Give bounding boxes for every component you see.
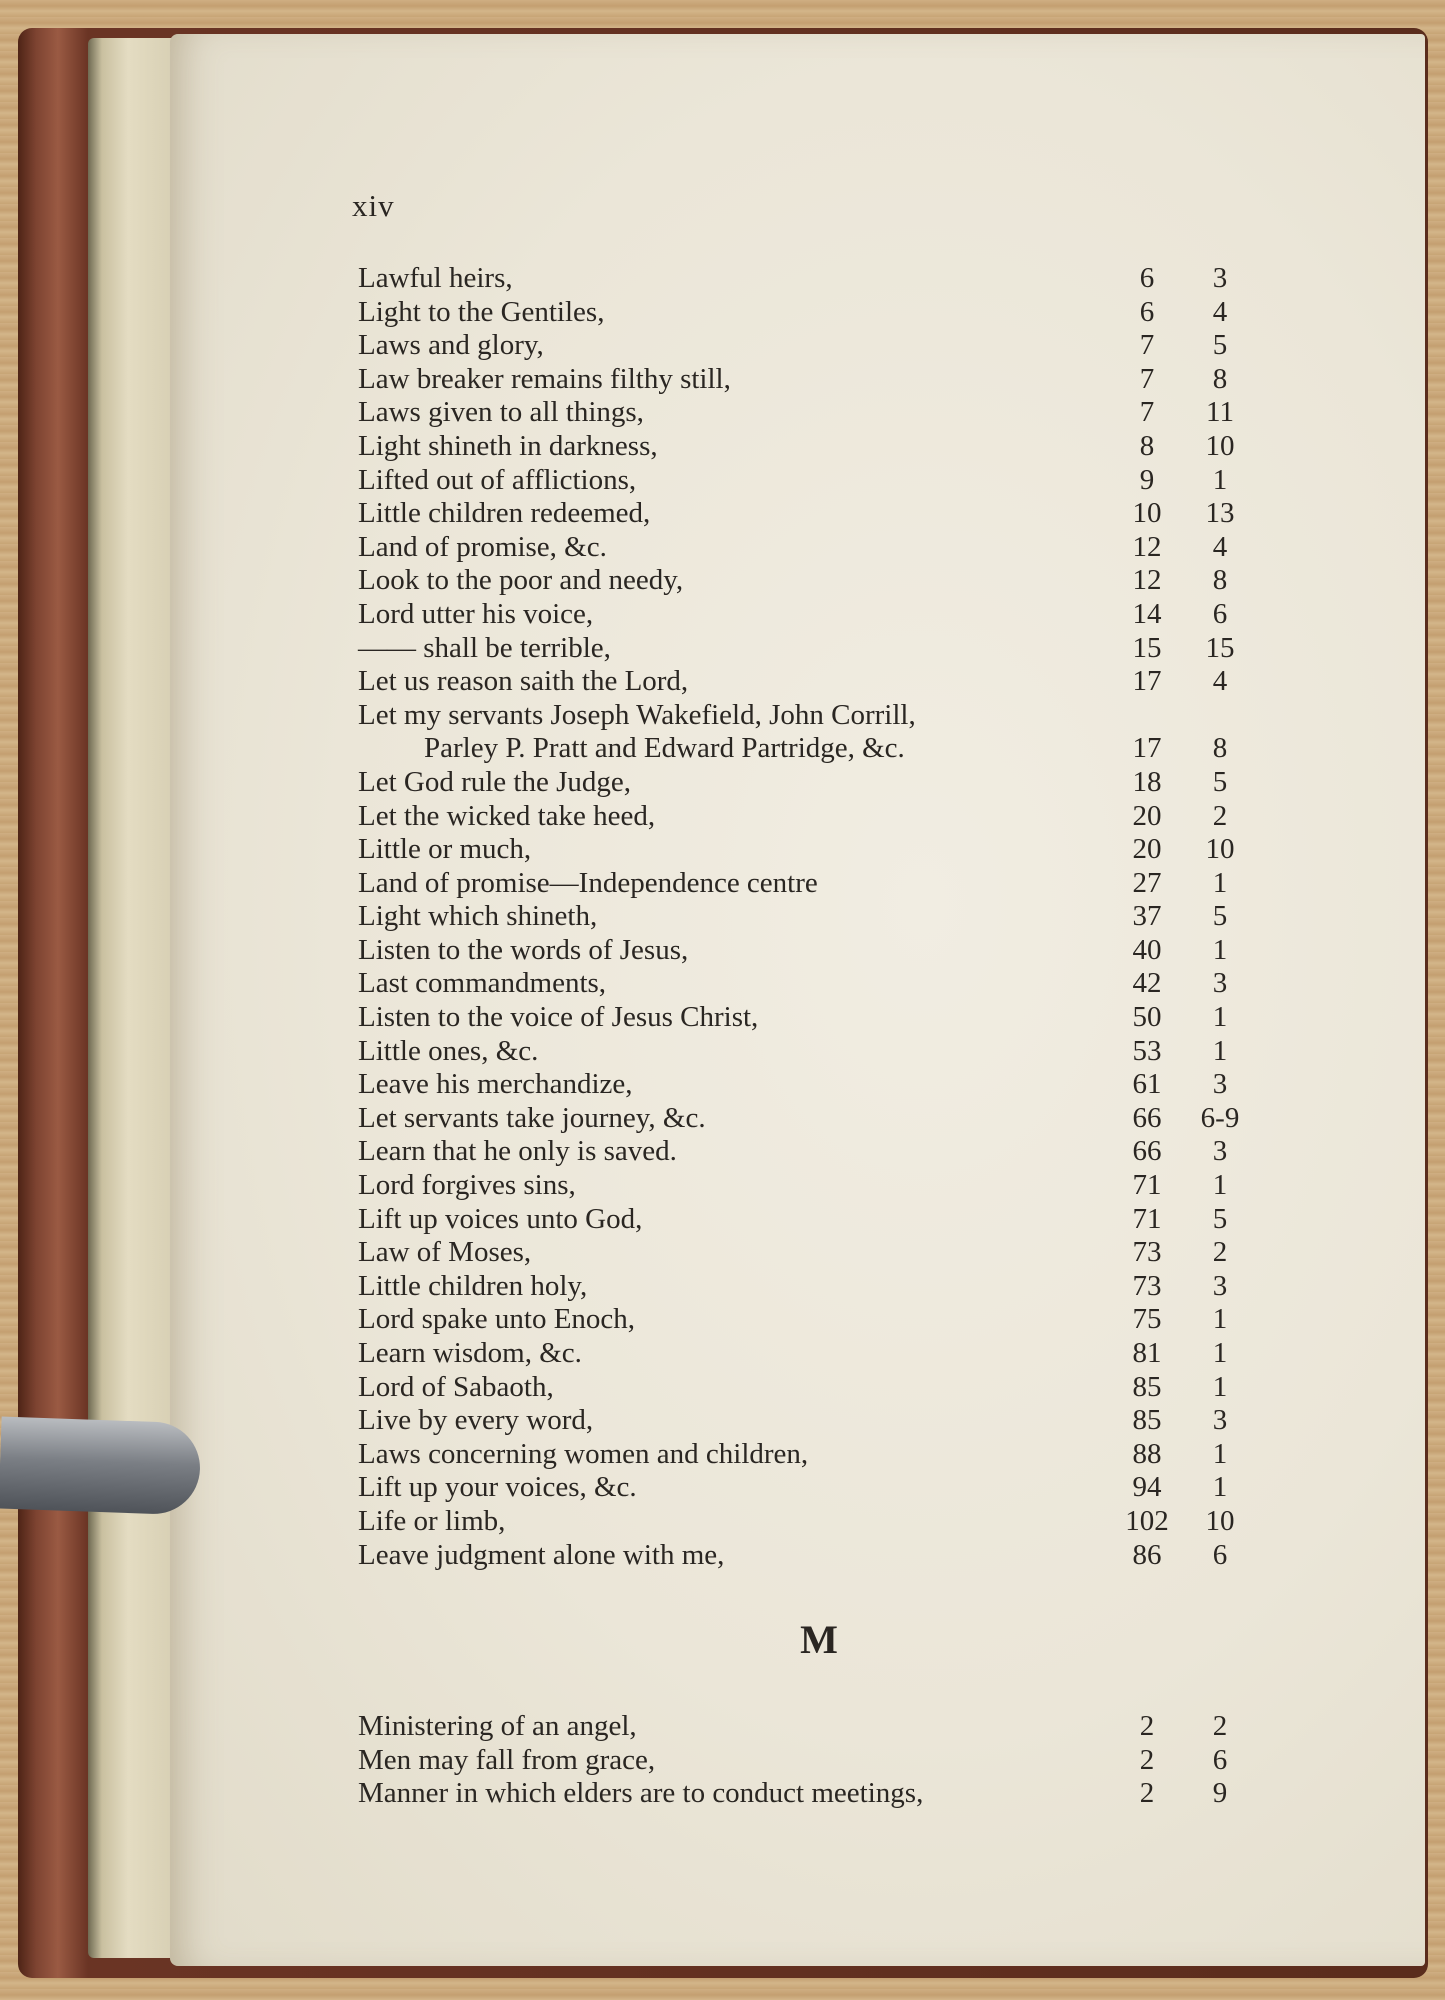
index-entry xyxy=(350,564,1290,598)
index-entry xyxy=(350,1471,1290,1505)
entry-title: Lawful heirs, xyxy=(358,262,513,294)
entry-paragraph-number: 6 xyxy=(1212,597,1228,630)
entry-section-number: 2 xyxy=(1139,1777,1155,1810)
index-entry xyxy=(350,867,1290,901)
entry-paragraph-number: 1 xyxy=(1212,1337,1228,1369)
entry-section-number: 73 xyxy=(1132,1236,1162,1269)
entry-section-number: 75 xyxy=(1132,1303,1162,1336)
index-entry xyxy=(350,1236,1290,1270)
index-entry xyxy=(350,1303,1290,1337)
entry-paragraph-number: 4 xyxy=(1212,530,1228,563)
index-entry xyxy=(350,1135,1290,1169)
entry-section-number: 94 xyxy=(1132,1471,1162,1504)
entry-paragraph-number: 15 xyxy=(1205,631,1235,664)
entry-section-number: 85 xyxy=(1132,1370,1162,1403)
entry-section-number: 10 xyxy=(1132,497,1162,530)
entry-section-number: 9 xyxy=(1139,463,1155,496)
index-entry xyxy=(350,1371,1290,1405)
index-entry xyxy=(350,329,1290,363)
entry-title: Lifted out of afflictions, xyxy=(358,463,637,496)
entry-section-number: 73 xyxy=(1132,1269,1162,1302)
entry-paragraph-number: 2 xyxy=(1212,1236,1228,1269)
entry-paragraph-number: 1 xyxy=(1212,1303,1228,1336)
index-entry xyxy=(350,833,1290,867)
index-entry xyxy=(350,531,1290,565)
entry-section-number: 88 xyxy=(1132,1437,1162,1470)
entry-section-number: 71 xyxy=(1132,1202,1162,1235)
index-entry xyxy=(350,1102,1290,1136)
entry-title: Leave judgment alone with me, xyxy=(358,1538,725,1571)
entry-title: Let God rule the Judge, xyxy=(358,765,632,798)
entry-paragraph-number: 5 xyxy=(1212,329,1228,362)
entry-title: Lift up voices unto God, xyxy=(358,1202,643,1235)
entry-title: Ministering of an angel, xyxy=(358,1710,637,1742)
entry-title: Let servants take journey, &c. xyxy=(358,1101,706,1134)
entry-section-number: 14 xyxy=(1132,597,1162,630)
entry-section-number: 17 xyxy=(1132,665,1162,698)
index-entry xyxy=(350,1710,1290,1744)
entry-paragraph-number: 6-9 xyxy=(1200,1101,1240,1134)
entry-title: Live by every word, xyxy=(358,1404,594,1437)
index-entry xyxy=(350,665,1290,699)
entry-title: Life or limb, xyxy=(358,1504,506,1537)
entry-section-number: 6 xyxy=(1139,262,1155,294)
entry-section-number: 18 xyxy=(1132,765,1162,798)
index-entry xyxy=(350,699,1290,733)
entry-paragraph-number: 3 xyxy=(1212,1404,1228,1437)
entry-title: Light shineth in darkness, xyxy=(358,429,658,462)
entry-title: Let my servants Joseph Wakefield, John Corrill, xyxy=(358,698,916,731)
entry-section-number: 37 xyxy=(1132,900,1162,933)
entry-paragraph-number: 13 xyxy=(1205,497,1235,530)
index-entry xyxy=(350,363,1290,397)
entry-title: Lord spake unto Enoch, xyxy=(358,1303,636,1336)
index-page-content xyxy=(350,180,1300,1880)
index-list-l xyxy=(350,262,1290,1572)
entry-section-number: 12 xyxy=(1132,530,1162,563)
entry-paragraph-number: 11 xyxy=(1206,396,1234,429)
entry-paragraph-number: 3 xyxy=(1212,262,1228,294)
index-entry xyxy=(350,1777,1290,1811)
entry-title: Laws concerning women and children, xyxy=(358,1437,809,1470)
entry-title: Lord utter his voice, xyxy=(358,597,594,630)
entry-title: Law of Moses, xyxy=(358,1236,532,1269)
page-holder-blade xyxy=(0,1417,202,1516)
entry-title: Lord of Sabaoth, xyxy=(358,1370,554,1403)
entry-section-number: 42 xyxy=(1132,967,1162,1000)
entry-paragraph-number: 6 xyxy=(1212,1743,1228,1776)
entry-section-number: 66 xyxy=(1132,1135,1162,1168)
entry-title: Learn that he only is saved. xyxy=(358,1135,677,1168)
index-entry xyxy=(350,632,1290,666)
entry-section-number: 2 xyxy=(1139,1710,1155,1742)
entry-paragraph-number: 8 xyxy=(1212,362,1228,395)
entry-title: Learn wisdom, &c. xyxy=(358,1337,582,1369)
entry-paragraph-number: 1 xyxy=(1212,1437,1228,1470)
index-list-m xyxy=(350,1710,1290,1811)
entry-title: Little children holy, xyxy=(358,1269,588,1302)
entry-paragraph-number: 1 xyxy=(1212,1001,1228,1034)
index-entry xyxy=(350,1404,1290,1438)
entry-section-number: 20 xyxy=(1132,833,1162,866)
entry-section-number: 40 xyxy=(1132,933,1162,966)
entry-section-number: 17 xyxy=(1132,732,1162,765)
entry-paragraph-number: 1 xyxy=(1212,1471,1228,1504)
index-entry xyxy=(350,1068,1290,1102)
entry-title: Law breaker remains filthy still, xyxy=(358,362,731,395)
index-entry xyxy=(350,430,1290,464)
entry-title: Lord forgives sins, xyxy=(358,1169,576,1202)
entry-title: Little children redeemed, xyxy=(358,497,651,530)
entry-section-number: 7 xyxy=(1139,396,1155,429)
entry-paragraph-number: 5 xyxy=(1212,765,1228,798)
entry-title: Land of promise—Independence centre xyxy=(358,866,818,899)
entry-title: Parley P. Pratt and Edward Partridge, &c. xyxy=(424,732,905,765)
entry-paragraph-number: 1 xyxy=(1212,1169,1228,1202)
index-entry xyxy=(350,1539,1290,1573)
entry-title: Little or much, xyxy=(358,833,532,866)
entry-paragraph-number: 4 xyxy=(1212,665,1228,698)
entry-title: Look to the poor and needy, xyxy=(358,564,684,597)
entry-paragraph-number: 3 xyxy=(1212,1135,1228,1168)
entry-section-number: 15 xyxy=(1132,631,1162,664)
entry-section-number: 50 xyxy=(1132,1001,1162,1034)
entry-paragraph-number: 5 xyxy=(1212,1202,1228,1235)
section-heading-m: M xyxy=(800,1617,840,1662)
entry-paragraph-number: 8 xyxy=(1212,564,1228,597)
entry-title: Light which shineth, xyxy=(358,900,598,933)
index-entry xyxy=(350,934,1290,968)
index-entry xyxy=(350,464,1290,498)
entry-paragraph-number: 10 xyxy=(1205,1504,1235,1537)
entry-paragraph-number: 9 xyxy=(1212,1777,1228,1810)
index-entry xyxy=(350,598,1290,632)
index-entry xyxy=(350,967,1290,1001)
index-entry xyxy=(350,766,1290,800)
entry-paragraph-number: 2 xyxy=(1212,799,1228,832)
entry-paragraph-number: 1 xyxy=(1212,463,1228,496)
entry-title: Men may fall from grace, xyxy=(358,1743,656,1776)
entry-paragraph-number: 8 xyxy=(1212,732,1228,765)
entry-title: Manner in which elders are to conduct meetings, xyxy=(358,1777,924,1810)
index-entry xyxy=(350,1337,1290,1371)
index-entry xyxy=(350,1505,1290,1539)
entry-title: Last commandments, xyxy=(358,967,607,1000)
entry-paragraph-number: 3 xyxy=(1212,1269,1228,1302)
entry-paragraph-number: 10 xyxy=(1205,833,1235,866)
index-entry xyxy=(350,262,1290,296)
entry-section-number: 12 xyxy=(1132,564,1162,597)
entry-section-number: 86 xyxy=(1132,1538,1162,1571)
index-entry xyxy=(350,900,1290,934)
entry-paragraph-number: 6 xyxy=(1212,1538,1228,1571)
entry-section-number: 71 xyxy=(1132,1169,1162,1202)
entry-section-number: 6 xyxy=(1139,295,1155,328)
index-entry xyxy=(350,732,1290,766)
entry-section-number: 8 xyxy=(1139,429,1155,462)
entry-paragraph-number: 3 xyxy=(1212,1068,1228,1101)
entry-section-number: 27 xyxy=(1132,866,1162,899)
entry-section-number: 81 xyxy=(1132,1337,1162,1369)
entry-paragraph-number: 4 xyxy=(1212,295,1228,328)
entry-paragraph-number: 1 xyxy=(1212,866,1228,899)
entry-title: Little ones, &c. xyxy=(358,1034,539,1067)
entry-section-number: 7 xyxy=(1139,362,1155,395)
entry-section-number: 85 xyxy=(1132,1404,1162,1437)
entry-section-number: 61 xyxy=(1132,1068,1162,1101)
entry-paragraph-number: 10 xyxy=(1205,429,1235,462)
entry-paragraph-number: 1 xyxy=(1212,933,1228,966)
index-entry xyxy=(350,1169,1290,1203)
index-entry xyxy=(350,800,1290,834)
entry-title: Let us reason saith the Lord, xyxy=(358,665,689,698)
entry-section-number: 2 xyxy=(1139,1743,1155,1776)
entry-title: Listen to the words of Jesus, xyxy=(358,933,689,966)
entry-title: Laws and glory, xyxy=(358,329,544,362)
entry-paragraph-number: 1 xyxy=(1212,1370,1228,1403)
entry-title: Leave his merchandize, xyxy=(358,1068,633,1101)
entry-paragraph-number: 2 xyxy=(1212,1710,1228,1742)
index-entry xyxy=(350,497,1290,531)
entry-paragraph-number: 5 xyxy=(1212,900,1228,933)
entry-title: Lift up your voices, &c. xyxy=(358,1471,637,1504)
index-entry xyxy=(350,396,1290,430)
entry-paragraph-number: 3 xyxy=(1212,967,1228,1000)
entry-title: Land of promise, &c. xyxy=(358,530,607,563)
entry-title: —— shall be terrible, xyxy=(358,631,611,664)
index-entry xyxy=(350,296,1290,330)
entry-title: Listen to the voice of Jesus Christ, xyxy=(358,1001,759,1034)
index-entry xyxy=(350,1438,1290,1472)
entry-section-number: 66 xyxy=(1132,1101,1162,1134)
entry-section-number: 20 xyxy=(1132,799,1162,832)
index-entry xyxy=(350,1203,1290,1237)
entry-title: Laws given to all things, xyxy=(358,396,644,429)
entry-title: Light to the Gentiles, xyxy=(358,295,605,328)
index-entry xyxy=(350,1744,1290,1778)
index-entry xyxy=(350,1035,1290,1069)
entry-section-number: 53 xyxy=(1132,1034,1162,1067)
page-number: xiv xyxy=(352,188,395,223)
entry-title: Let the wicked take heed, xyxy=(358,799,656,832)
entry-section-number: 7 xyxy=(1139,329,1155,362)
entry-section-number: 102 xyxy=(1125,1504,1169,1537)
index-entry xyxy=(350,1001,1290,1035)
entry-paragraph-number: 1 xyxy=(1212,1034,1228,1067)
index-entry xyxy=(350,1270,1290,1304)
